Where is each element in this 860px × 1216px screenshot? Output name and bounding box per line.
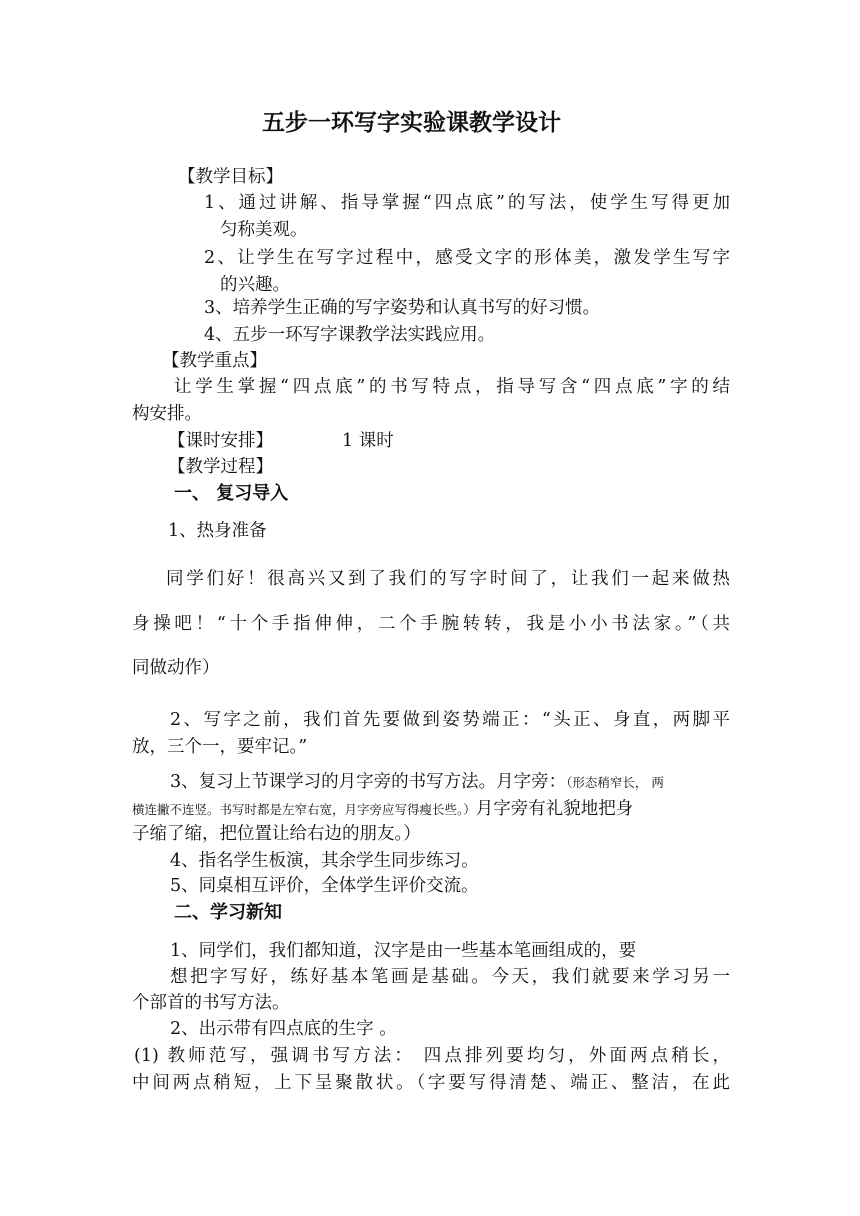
process-heading: 【教学过程】 <box>168 457 273 477</box>
objective-4: 4、五步一环写字课教学法实践应用。 <box>204 325 496 345</box>
review-line-3: 子缩了缩，把位置让给右边的朋友。） <box>132 824 421 844</box>
warmup-line-1: 同学们好！很高兴又到了我们的写字时间了，让我们一起来做热 <box>166 569 730 589</box>
objectives-heading: 【教学目标】 <box>178 167 283 187</box>
review-line-2-main: 月字旁有礼貌地把身 <box>475 799 634 819</box>
document-title: 五步一环写字实验课教学设计 <box>262 110 561 136</box>
review-line-1 <box>170 770 664 795</box>
objective-1-line-1: 1、通过讲解、指导掌握“四点底”的写法，使学生写得更加 <box>204 193 730 213</box>
key-points-line-1: 让学生掌握“四点底”的书写特点，指导写含“四点底”字的结 <box>174 377 730 397</box>
review-line-2 <box>132 797 633 822</box>
warmup-title: 1、热身准备 <box>168 521 267 541</box>
objective-1-line-2: 匀称美观。 <box>220 220 308 240</box>
new-knowledge-1-line-1: 1、同学们，我们都知道，汉字是由一些基本笔画组成的，要 <box>170 941 637 961</box>
schedule-value: 1 课时 <box>342 431 394 451</box>
section-1-heading: 一、 复习导入 <box>174 483 289 504</box>
new-knowledge-1-line-2: 想把字写好，练好基本笔画是基础。今天，我们就要来学习另一 <box>170 967 730 987</box>
schedule-heading: 【课时安排】 <box>168 431 273 451</box>
review-line-1-note: （形态稍窄长， 两 <box>566 775 664 790</box>
demo-line-1: (1) 教师范写，强调书写方法： 四点排列要均匀，外面两点稍长， <box>134 1046 730 1066</box>
new-knowledge-1-line-3: 个部首的书写方法。 <box>132 993 290 1013</box>
objective-2-line-2: 的兴趣。 <box>220 275 290 295</box>
warmup-line-2: 身操吧！“十个手指伸伸，二个手腕转转，我是小小书法家。”（共 <box>132 614 730 634</box>
section-2-heading: 二、学习新知 <box>174 902 282 923</box>
objective-2-line-1: 2、让学生在写字过程中，感受文字的形体美，激发学生写字 <box>204 248 730 268</box>
new-knowledge-2: 2、出示带有四点底的生字 。 <box>170 1019 397 1039</box>
board-practice: 4、指名学生板演，其余学生同步练习。 <box>170 851 479 871</box>
review-line-2-note: 横连撇不连竖。书写时都是左窄右宽，月字旁应写得瘦长些。） <box>132 802 476 817</box>
objective-3: 3、培养学生正确的写字姿势和认真书写的好习惯。 <box>204 298 601 318</box>
review-line-1-main: 3、复习上节课学习的月字旁的书写方法。月字旁： <box>170 772 567 792</box>
demo-line-2: 中间两点稍短，上下呈聚散状。（字要写得清楚、端正、整洁，在此 <box>132 1073 730 1093</box>
peer-review: 5、同桌相互评价，全体学生评价交流。 <box>170 876 479 896</box>
warmup-line-3: 同做动作） <box>132 658 220 678</box>
posture-line-2: 放，三个一，要牢记。” <box>132 737 308 757</box>
key-points-line-2: 构安排。 <box>132 404 202 424</box>
posture-line-1: 2、写字之前，我们首先要做到姿势端正：“头正、身直，两脚平 <box>170 710 730 730</box>
key-points-heading: 【教学重点】 <box>162 351 267 371</box>
